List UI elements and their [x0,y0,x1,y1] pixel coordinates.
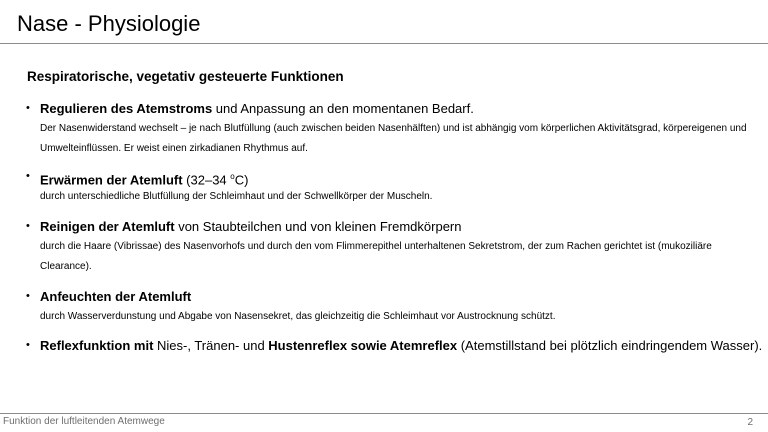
item-heading-text: (32–34 [182,172,231,188]
item-heading-unit: C) [234,172,249,188]
item-heading [40,168,248,188]
footer-divider [0,413,768,414]
item-heading-text: Nies-, Tränen- und [153,338,269,353]
item-heading-text-2: (Atemstillstand bei plötzlich eindringendem Wasser). [457,338,763,353]
slide-title: Nase - Physiologie [17,11,201,36]
item-heading-bold: Erwärmen der Atemluft [40,172,183,188]
item-description: durch unterschiedliche Blutfüllung der Schleimhaut und der Schwellkörper der Muscheln. [40,191,433,202]
title-divider [0,43,768,44]
item-heading [40,337,762,354]
bullet-marker: • [26,339,30,351]
slide-subtitle: Respiratorische, vegetativ gesteuerte Funktionen [27,69,344,84]
item-heading-bold: Anfeuchten der Atemluft [40,289,192,304]
footer-title: Funktion der luftleitenden Atemwege [3,416,165,427]
item-heading [40,288,191,305]
page-number: 2 [747,417,753,428]
item-heading-text: und Anpassung an den momentanen Bedarf. [212,101,474,116]
item-heading-text: von Staubteilchen und von kleinen Fremdkörpern [174,219,462,234]
degree-superscript: o [230,172,235,181]
item-heading-bold: Regulieren des Atemstroms [40,101,213,116]
item-heading [40,218,462,235]
item-heading [40,100,474,117]
item-description: durch Wasserverdunstung und Abgabe von Nasensekret, das gleichzeitig die Schleimhaut vor Austrocknung schützt. [40,311,556,322]
item-description: durch die Haare (Vibrissae) des Nasenvorhofs und durch den vom Flimmerepithel unterhaltenen Sekretstrom, der zum Rachen gerichtet ist (mukoziliäre Clearance). [40,241,712,272]
bullet-marker: • [26,170,30,182]
item-heading-bold: Reinigen der Atemluft [40,219,175,234]
item-description: Der Nasenwiderstand wechselt – je nach Blutfüllung (auch zwischen beiden Nasenhälften) und ist abhängig vom körperlichen Aktivitätsgrad, körpereigenen und Umwelteinflüssen. Er weist einen zirkadianen Rhythmus auf. [40,123,747,154]
bullet-marker: • [26,220,30,232]
item-heading-bold-2: Hustenreflex sowie Atemreflex [268,338,458,353]
bullet-marker: • [26,102,30,114]
bullet-marker: • [26,290,30,302]
item-heading-bold: Reflexfunktion mit [40,338,154,353]
